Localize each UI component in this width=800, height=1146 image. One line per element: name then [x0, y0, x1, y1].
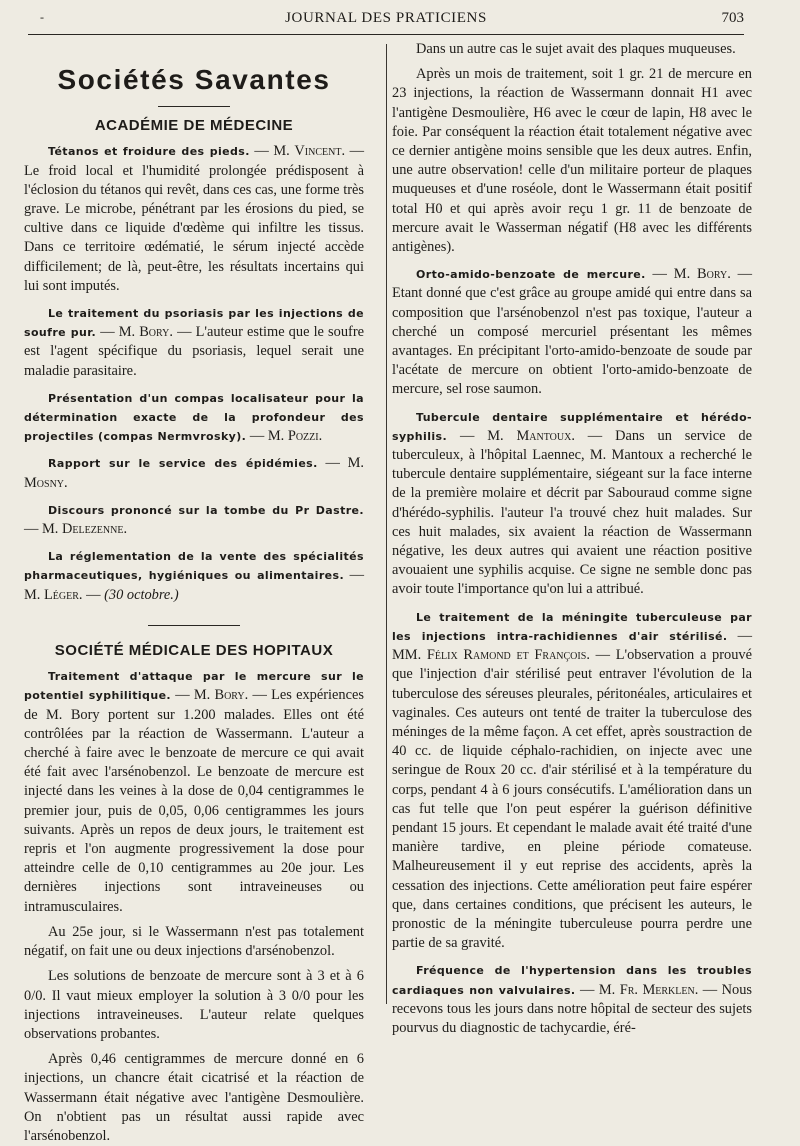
entry-lead: La réglementation de la vente des spécialités pharmaceutiques, hygiéniques ou alimentaires.: [24, 550, 364, 583]
section-divider: [148, 625, 240, 626]
entry-tubercule-dentaire: Tubercule dentaire supplémentaire et hérédo-syphilis. — M. Mantoux. — Dans un service de tuberculeux, à l'hôpital Laennec, M. Mantoux a recherché le tubercule dentaire supplémentaire, siégeant sur la face interne de la première molaire et décrit par Sabouraud comme signe d'hérédo-syphilis. l'auteur l'a trouvé chez huit malades. Sur ces huit malades, six avaient la réaction de Wassermann négative, les deux autres qui avaient une réaction positive avouaient une syphilis acquise. Ce signe ne semble donc pas avoir toute l'importance qu'on lui a attribué.: [392, 410, 752, 598]
entry-author: Mosny: [24, 474, 65, 491]
left-column: [24, 40, 364, 1146]
entry-author: Vincent: [294, 143, 342, 160]
section-title: Sociétés Savantes: [57, 64, 331, 95]
entry-hypertension: Fréquence de l'hypertension dans les troubles cardiaques non valvulaires. — M. Fr. Merklen. — Nous recevons tous les jours dans notre hôpital de secteur des sujets pourvus du diagnostic de tachycardie, éré-: [392, 964, 752, 1036]
entry-author: Delezenne: [61, 521, 124, 538]
entry-lead: Tétanos et froidure des pieds.: [48, 145, 250, 159]
entry-lead: Discours prononcé sur la tombe du Pr Dastre.: [48, 503, 364, 517]
entry-author: Fr. Merklen: [619, 981, 695, 998]
right-column: [392, 40, 752, 1038]
smh-heading: SOCIÉTÉ MÉDICALE DES HOPITAUX: [54, 642, 334, 660]
entry-body: . — Nous recevons tous les jours dans notre hôpital de secteur des sujets pourvus du diagnostic de tachycardie, éré-: [392, 981, 752, 1036]
entry-meningite: Le traitement de la méningite tuberculeuse par les injections intra-rachidiennes d'air stérilisé. — MM. Félix Ramond et François. — L'observation a prouvé que l'injection d'air stérilisé peut entraver l'évolution de la tuberculose des séreuses pleurales, péritonéales, articulaires et vaginales. Ces auteurs ont tenté de traiter la tuberculose des méninges de la même façon. A cet effet, après soustraction de 40 cc. de liquide céphalo-rachidien, on injecte avec une seringue de Roux 20 cc. d'air stérilisé et à la température du corps, pendant 4 à 6 jours consécutifs. L'amélioration dans un cas fut telle que l'on peut espérer la guérison définitive pendant 15 jours. Et cependant le malade avait été traité d'une manière tardive, en pleine période comateuse. Malheureusement il y eut reprise des accidents, après la cessation des injections. Cette amélioration peut faire espérer que, dans certaines conditions, que précisent les auteurs, le pronostic de la méningite tuberculeuse pourra perdre une partie de sa gravité.: [392, 610, 753, 952]
entry-lead: Le traitement du psoriasis par les injections de soufre pur.: [24, 307, 364, 340]
entry-epidemies: Rapport sur le service des épidémies. — M. Mosny.: [24, 455, 364, 491]
column-rule: [386, 44, 387, 1004]
paragraph: Après un mois de traitement, soit 1 gr. 21 de mercure en 23 injections, la réaction de Wassermann donnait H1 avec l'antigène Desmoulière, H6 avec le cœur de lapin, H8 avec le foie. Par conséquent la réaction était totalement négative avec ce dernier antigène moins sensible que les deux autres. Enfin, une autre observation! celle d'un militaire porteur de plaques muqueuses et d'une roséole, dont le Wassermann était positif total H0 et qui après avoir reçu 1 gr. 11 de benzoate de mercure avait le Wasserman négatif (H8 avec les différents antigènes).: [392, 66, 752, 256]
entry-author: Pozzi: [287, 428, 319, 445]
running-header: [28, 8, 744, 35]
entry-author: Félix Ramond et François: [426, 647, 587, 664]
entry-lead: Orto-amido-benzoate de mercure.: [416, 268, 646, 282]
entry-author: Léger: [44, 586, 79, 603]
entry-lead: Le traitement de la méningite tuberculeuse par les injections intra-rachidiennes d'air stérilisé.: [392, 610, 752, 643]
paragraph: Après 0,46 centigrammes de mercure donné en 6 injections, un chancre était cicatrisé et la réaction de Wassermann était négative avec l'antigène Desmoulière. On n'obtient pas un résultat aussi rapide avec l'arsénobenzol.: [24, 1051, 364, 1144]
paragraph: Au 25e jour, si le Wassermann n'est pas totalement négatif, on fait une ou deux injections d'arsénobenzol.: [24, 923, 364, 960]
page-number: 703: [721, 10, 744, 26]
entry-lead: Présentation d'un compas localisateur pour la détermination exacte de la profondeur des projectiles (compas Nermvrosky).: [24, 391, 364, 444]
entry-traitement-attaque: Traitement d'attaque par le mercure sur le potentiel syphilitique. — M. Bory. — Les expériences de M. Bory portent sur 1.200 malades. Elles ont été contrôlées par la réaction de Wassermann. L'auteur a cherché à faire avec le benzoate de mercure ce qui avait été fait avec l'arsénobenzol. Le benzoate de mercure est injecté dans les veines à la dose de 0,04 centigrammes le premier jour, puis de 0,05, 0,06 centigrammes les jours suivants. Après un repos de deux jours, le traitement est repris et l'on augmente progressivement la dose pour atteindre celle de 0,10 centigrammes au 20e jour. Les dernières injections sont intraveineuses ou intramusculaires.: [24, 670, 364, 915]
entry-lead: Traitement d'attaque par le mercure sur le potentiel syphilitique.: [24, 670, 364, 703]
entry-compas: Présentation d'un compas localisateur pour la détermination exacte de la profondeur des projectiles (compas Nermvrosky). — M. Pozzi.: [24, 391, 364, 445]
paragraph: Les solutions de benzoate de mercure sont à 3 et à 6 0/0. Il vaut mieux employer la solution à 3 0/0 pour les injections intraveineuses. L'auteur relate quelques observations probantes.: [24, 968, 364, 1042]
entry-body: . — Dans un service de tuberculeux, à l'hôpital Laennec, M. Mantoux a recherché le tubercule dentaire supplémentaire, siégeant sur la face interne de la première molaire et décrit par Sabouraud comme signe d'hérédo-syphilis. l'auteur l'a trouvé chez huit malades. Sur ces huit malades, six avaient la réaction de Wassermann négative, les deux autres qui avaient une réaction positive avouaient une syphilis acquise. Ce signe ne semble donc pas avoir toute l'importance qu'on lui a attribué.: [392, 427, 752, 598]
entry-lead: Rapport sur le service des épidémies.: [48, 457, 318, 471]
entry-body: . — L'auteur estime que le soufre est l'agent spécifique du psoriasis, lequel serait une maladie parasitaire.: [24, 324, 365, 379]
entry-author: Bory: [214, 687, 245, 704]
journal-title: JOURNAL DES PRATICIENS: [285, 10, 487, 26]
entry-discours: Discours prononcé sur la tombe du Pr Dastre. — M. Delezenne.: [24, 503, 364, 538]
entry-body: . — Etant donné que c'est grâce au groupe amidé qui entre dans sa composition que l'arsénobenzol n'est pas toxique, l'auteur a cherché un composé mercuriel présentant les mêmes avantages. En précipitant l'orto-amido-benzoate de soude par l'acétate de mercure on obtient l'orto-amido-benzoate de mercure, sel rose saumon.: [392, 266, 753, 398]
entry-reglementation: La réglementation de la vente des spécialités pharmaceutiques, hygiéniques ou alimentaires. — M. Léger. — (30 octobre.): [24, 550, 364, 603]
entry-body: . — Le froid local et l'humidité prolongée prédisposent à l'éclosion du tétanos qui revêt, dans ces cas, une forme très grave. Le microbe, pénétrant par les érosions du pied, se cultive dans ce liquide d'œdème qui infiltre les tissus. Dans ce territoire œdématié, le sérum injecté accède difficilement; de là, peut-être, les résultats incertains qui lui sont imputés.: [24, 143, 365, 294]
entry-lead: Fréquence de l'hypertension dans les troubles cardiaques non valvulaires.: [392, 964, 752, 997]
entry-body: . — Les expériences de M. Bory portent sur 1.200 malades. Elles ont été contrôlées par la réaction de Wassermann. L'auteur a cherché à faire avec le benzoate de mercure ce qui avait été fait avec l'arsénobenzol. Le benzoate de mercure est injecté dans les veines à la dose de 0,04 centigrammes le premier jour, puis de 0,05, 0,06 centigrammes les jours suivants. Après un repos de deux jours, le traitement est repris et l'on augmente progressivement la dose pour atteindre celle de 0,10 centigrammes au 20e jour. Les dernières injections sont intraveineuses ou intramusculaires.: [24, 687, 364, 915]
title-rule: [158, 106, 230, 107]
paragraph: Dans un autre cas le sujet avait des plaques muqueuses.: [416, 41, 736, 57]
academie-heading: ACADÉMIE DE MÉDECINE: [94, 117, 294, 135]
entry-author: Bory: [697, 266, 728, 283]
entry-psoriasis: Le traitement du psoriasis par les injections de soufre pur. — M. Bory. — L'auteur estime que le soufre est l'agent spécifique du psoriasis, lequel serait une maladie parasitaire.: [24, 307, 365, 379]
entry-lead: Tubercule dentaire supplémentaire et hérédo-syphilis.: [392, 410, 752, 443]
entry-orto-amido: Orto-amido-benzoate de mercure. — M. Bory. — Etant donné que c'est grâce au groupe amidé qui entre dans sa composition que l'arsénobenzol n'est pas toxique, l'auteur a cherché un composé mercuriel présentant les mêmes avantages. En précipitant l'orto-amido-benzoate de soude par l'acétate de mercure on obtient l'orto-amido-benzoate de mercure, sel rose saumon.: [392, 266, 753, 398]
entry-author: Mantoux: [516, 427, 572, 444]
entry-date: (30 octobre.): [104, 586, 179, 603]
entry-author: Bory: [139, 324, 170, 341]
header-mark: -: [40, 10, 44, 24]
entry-tetanos: Tétanos et froidure des pieds. — M. Vincent. — Le froid local et l'humidité prolongée prédisposent à l'éclosion du tétanos qui revêt, dans ces cas, une forme très grave. Le microbe, pénétrant par les érosions du pied, se cultive dans ce liquide d'œdème qui infiltre les tissus. Dans ce territoire œdématié, le sérum injecté accède difficilement; de là, peut-être, les résultats incertains qui lui sont imputés.: [24, 143, 365, 294]
entry-body: . — L'observation a prouvé que l'injection d'air stérilisé peut entraver l'évolution de la tuberculose des séreuses pleurales, péritonéales, articulaires et vaginales. Ces auteurs ont tenté de traiter la tuberculose des méninges de la même façon. A cet effet, après soustraction de 40 cc. de liquide céphalo-rachidien, on injecte avec une seringue de Roux 20 cc. d'air stérilisé et à la température du corps, pendant 4 à 6 jours consécutifs. L'amélioration dans un cas fut telle que l'on peut espérer la guérison définitive pendant 15 jours. Et cependant le malade avait été traité d'une manière tardive, en pleine période comateuse. Malheureusement il y eut reprise des accidents, après la cessation des injections. Cette amélioration peut faire espérer que, dans certaines conditions, que précisent les auteurs, le pronostic de la méningite tuberculeuse pourra perdre une partie de sa gravité.: [392, 647, 753, 952]
